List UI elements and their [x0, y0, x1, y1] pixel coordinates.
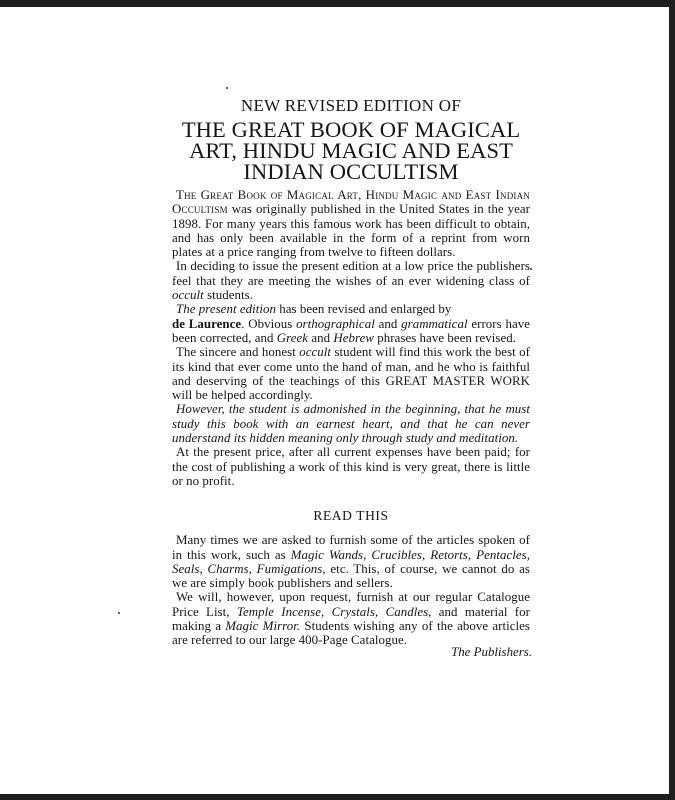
intro-paragraph-4-text-c: will be helped accordingly.	[172, 388, 313, 403]
present-edition-italic: The present edition	[176, 302, 277, 317]
book-title-line-2: ART, HINDU MAGIC AND EAST	[189, 138, 513, 163]
book-title-line-3: INDIAN OCCULTISM	[243, 159, 459, 184]
occult-italic: occult	[299, 345, 332, 360]
book-name-smallcaps: The Great Book of Magical Art, Hindu Magic and East Indian Occultism	[172, 188, 530, 217]
scan-speck	[118, 612, 120, 614]
grammatical-italic: grammatical	[401, 316, 468, 331]
intro-paragraph-3-text-c: and	[374, 316, 402, 331]
read-this-paragraph-2-text-b: and material for making a	[172, 604, 530, 634]
document-page	[172, 96, 530, 660]
read-this-section	[172, 533, 530, 659]
read-this-paragraph-2-text-c: Students wishing any of the above articles are referred to our large 400-Page Catalogue.	[172, 619, 530, 648]
admonition-italic: However, the student is admonished in the beginning, that he must study this book with an earnest heart, and that he can never understand its hidden meaning only through study and meditation.	[172, 402, 530, 446]
intro-paragraph-3	[172, 302, 530, 345]
read-this-heading: READ THIS	[313, 508, 389, 524]
intro-paragraph-5-admonition	[172, 402, 530, 445]
intro-paragraph-3-text-b: . Obvious	[241, 316, 297, 331]
edition-heading: NEW REVISED EDITION OF	[240, 96, 462, 115]
articles-list-italic: Magic Wands, Crucibles, Retorts, Pentacles, Seals, Charms, Fumigations,	[172, 547, 530, 576]
intro-paragraph-3-text-f: phrases have been revised.	[374, 330, 517, 345]
read-this-paragraph-1	[172, 533, 530, 590]
scan-border-top	[0, 0, 675, 7]
occult-italic: occult	[172, 288, 204, 303]
intro-paragraph-3-text-d: errors have been corrected, and	[172, 316, 531, 345]
read-this-paragraph-2	[172, 590, 530, 647]
catalogue-items-italic: Temple Incense, Crystals, Candles,	[236, 604, 432, 619]
intro-paragraph-3-text-e: and	[308, 330, 334, 345]
scan-border-bottom	[0, 794, 675, 800]
intro-paragraph-4-text-b: student will find this work the best of its kind that ever come unto the hand of man, and he who is faithful and deserving of the teachings of this	[172, 345, 530, 388]
intro-paragraph-3-text-a: has been revised and enlarged by	[276, 302, 452, 317]
hebrew-italic: Hebrew	[333, 330, 374, 345]
orthographical-italic: orthographical	[296, 316, 375, 331]
scan-speck	[226, 87, 228, 89]
read-this-paragraph-1-text-a: Many times we are asked to furnish some of the articles spoken of in this work, such as	[172, 533, 530, 562]
intro-paragraph-2-text-a: In deciding to issue the present edition at a low price the publishers feel that they are meeting the wishes of an ever widening class of	[172, 259, 530, 288]
great-master-work-caps: GREAT MASTER WORK	[385, 373, 530, 388]
read-this-paragraph-1-text-b: etc. This, of course, we cannot do as we are simply book publishers and sellers.	[172, 561, 530, 591]
greek-italic: Greek	[276, 330, 309, 345]
author-name: de Laurence	[172, 316, 242, 331]
read-this-paragraph-2-text-a: We will, however, upon request, furnish at our regular Catalogue Price List,	[172, 590, 530, 619]
intro-paragraph-6: At the present price, after all current expenses have been paid; for the cost of publishing a work of this kind is very great, there is little or no profit.	[172, 445, 530, 488]
publishers-signature: The Publishers.	[451, 644, 532, 659]
scan-border-right	[669, 0, 675, 800]
intro-paragraph-4	[172, 345, 530, 402]
magic-mirror-italic: Magic Mirror.	[225, 619, 301, 634]
book-title-line-1: THE GREAT BOOK OF MAGICAL	[181, 117, 521, 142]
intro-paragraph-1	[172, 188, 530, 259]
intro-paragraph-2-text-b: students.	[203, 288, 253, 303]
intro-paragraph-2	[172, 259, 530, 302]
scan-speck	[530, 268, 532, 270]
intro-paragraph-1-text: was originally published in the United States in the year 1898. For many years this famous work has been difficult to obtain, and has only been available in the form of a reprint from worn plates at a price ranging from twelve to fifteen dollars.	[172, 202, 530, 260]
intro-paragraph-4-text-a: The sincere and honest	[176, 345, 300, 360]
book-title	[160, 119, 542, 182]
